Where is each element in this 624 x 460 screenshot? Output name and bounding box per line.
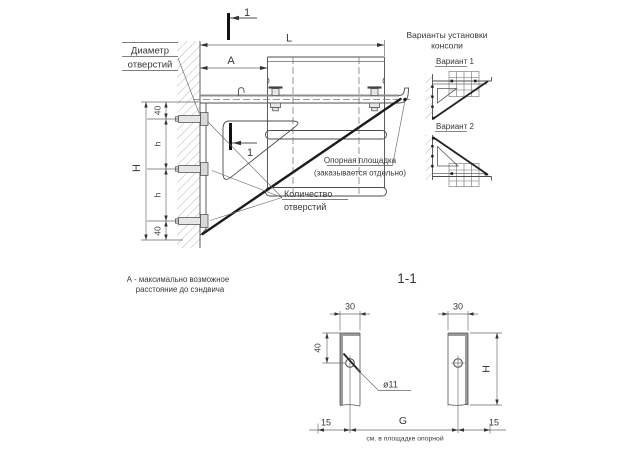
- dim-15-right-label: 15: [488, 417, 500, 428]
- variant-2-label: Вариант 2: [436, 122, 474, 131]
- section-note: см. в площадке опорной: [366, 435, 444, 443]
- variants-panel: [407, 30, 492, 187]
- dim-30-left: [330, 302, 370, 331]
- hole-size-callout: [357, 369, 411, 391]
- arm-hook-right-inner: [399, 88, 405, 96]
- section-title: 1-1: [397, 271, 417, 286]
- section-cut-mark-inner: [231, 123, 258, 159]
- dim-H-section: [470, 333, 502, 405]
- dim-L-label: L: [285, 32, 293, 45]
- dim-30-right: [438, 302, 478, 331]
- footnote-line1: А - максимально возможное: [126, 275, 230, 284]
- dim-H-section-label: H: [480, 365, 493, 373]
- variant-1-label: Вариант 1: [436, 57, 474, 66]
- section-mark-top-label: 1: [243, 7, 251, 19]
- section-left-plate: [340, 333, 361, 433]
- main-view: [122, 7, 411, 294]
- section-view-1-1: [309, 271, 506, 443]
- hole-diameter-line2: отверстий: [127, 59, 173, 71]
- gusset-diagonal: [203, 99, 401, 234]
- support-pad-line2: (заказывается отдельно): [313, 168, 407, 178]
- footnote-A: [127, 275, 229, 294]
- section-mark-inner-label: 1: [246, 147, 254, 159]
- section-cut-mark-top: [229, 7, 258, 40]
- dim-40-section-label: 40: [312, 343, 323, 353]
- hole-size-label: ø11: [383, 379, 398, 390]
- holes-count-line2: отверстий: [284, 202, 327, 212]
- dim-30-left-label: 30: [344, 301, 356, 312]
- holes-count-line1: Количество: [284, 189, 333, 199]
- dim-40-top-label: 40: [152, 105, 163, 116]
- variants-title-line1: Варианты установки: [406, 30, 488, 40]
- dim-h-upper-label: h: [152, 141, 163, 147]
- hole-diameter-line1: Диаметр: [130, 45, 170, 57]
- dim-30-right-label: 30: [452, 301, 464, 312]
- dim-h-lower-label: h: [152, 192, 163, 198]
- variant-1: [426, 57, 492, 120]
- gusset-cutout: [223, 121, 298, 179]
- dim-A-label: A: [227, 55, 235, 67]
- footnote-line2: расстояние до сэндвича: [135, 285, 225, 294]
- dim-15-left-label: 15: [320, 417, 332, 428]
- wall-hatching: [177, 41, 200, 248]
- dim-chain-bottom: [309, 415, 506, 443]
- support-pad-line1: Опорная площадка: [323, 156, 397, 165]
- section-right-plate: [448, 333, 468, 433]
- variants-title-line2: консоли: [431, 40, 463, 51]
- dim-40-bottom-label: 40: [152, 226, 163, 236]
- dim-A: [200, 55, 268, 70]
- dim-G-label: G: [398, 415, 408, 427]
- variant-2: [426, 122, 492, 187]
- dim-H-label: H: [131, 164, 143, 172]
